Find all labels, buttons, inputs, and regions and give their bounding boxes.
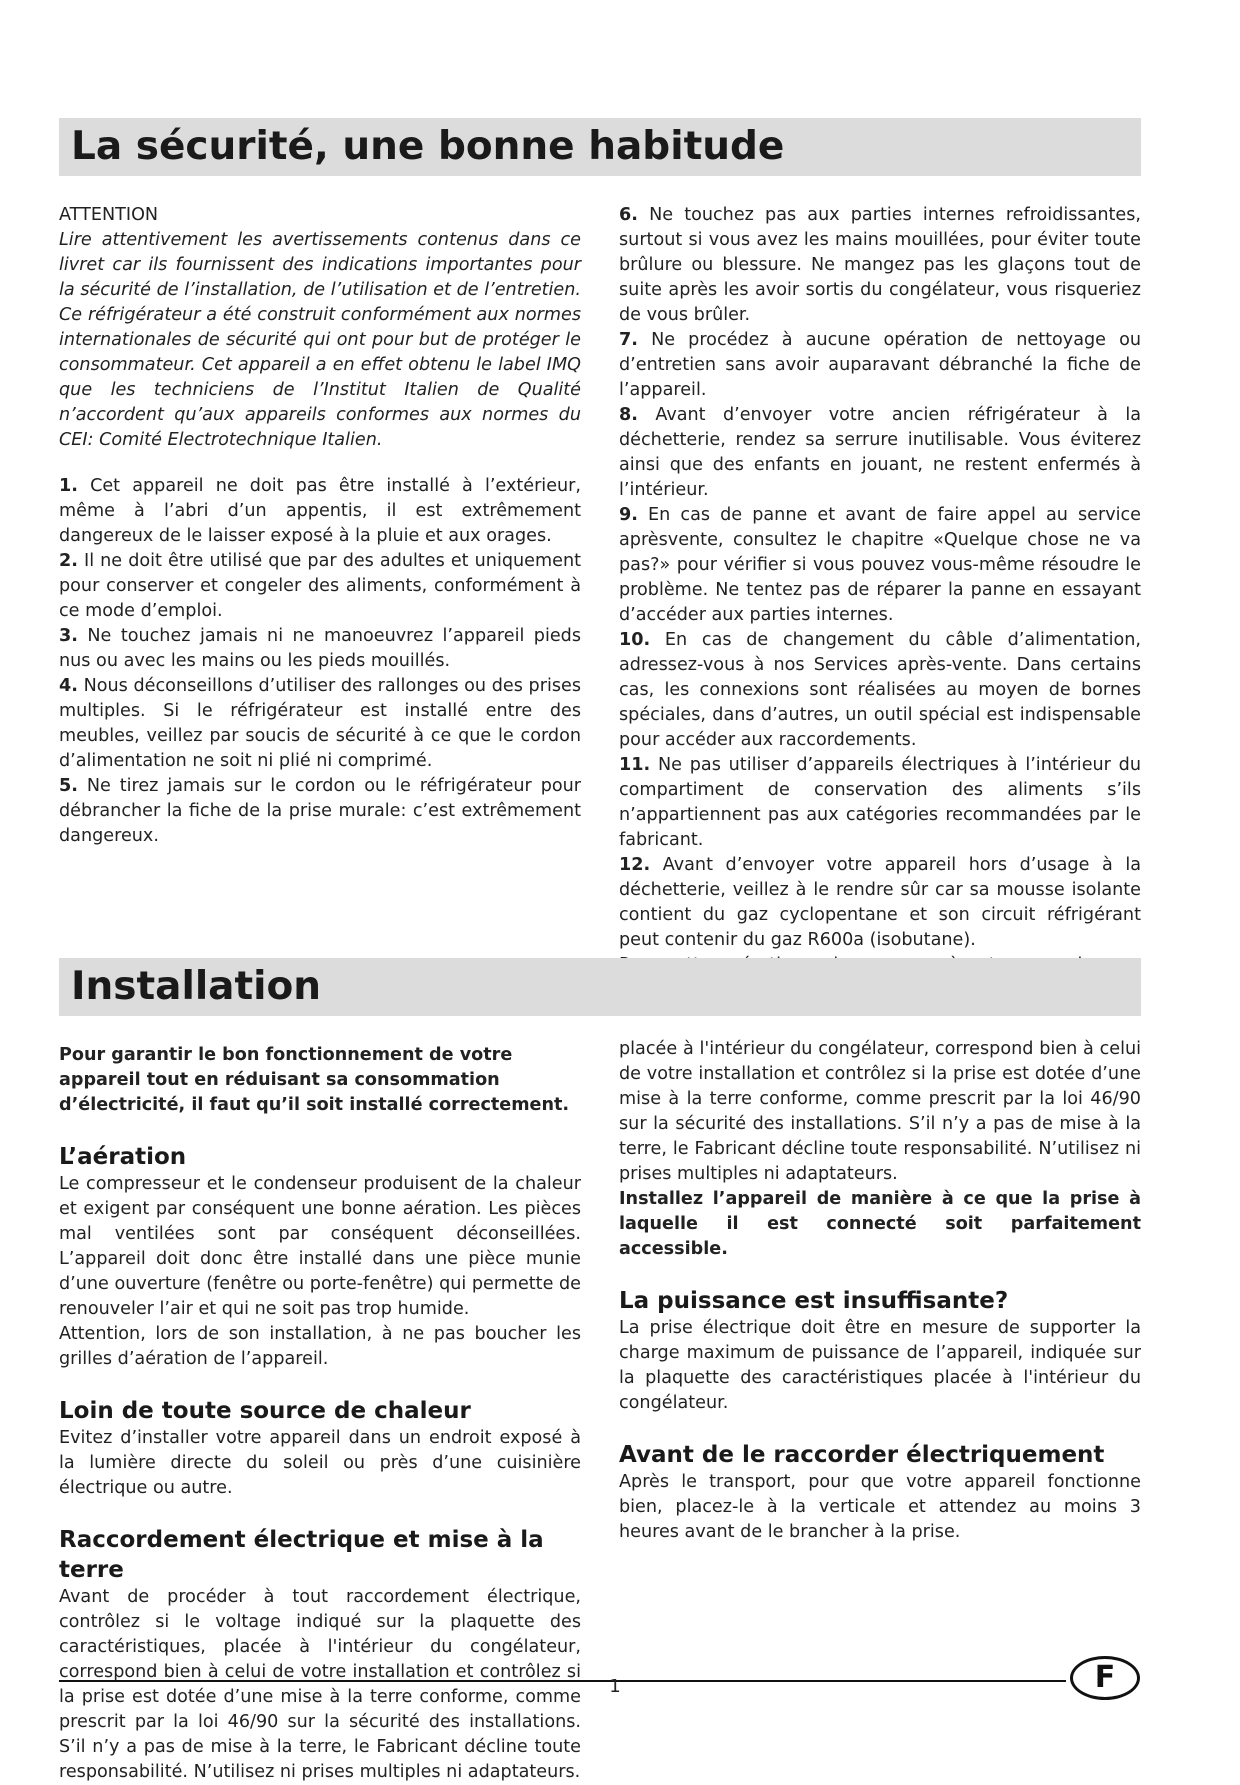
item-text: Nous déconseillons d’utiliser des rallonges ou des prises multiples. Si le réfrigérateur est installé entre des meubles, veillez par soucis de sécurité à ce que le cordon d’alimentation ne soit ni plié ni comprimé. — [59, 676, 582, 771]
item-number: 5. — [59, 776, 78, 796]
raccordement-text-continued: placée à l'intérieur du congélateur, correspond bien à celui de votre installation et contrôlez si la prise est dotée d’une mise à la terre conforme, comme prescrit par la loi 46/90 sur la sécurité des installations. S’il n’y a pas de mise à la terre, le Fabricant décline toute responsabilité. N’utilisez ni prises multiples ni adaptateurs. — [619, 1039, 1141, 1184]
safety-item-12 — [619, 853, 1141, 953]
section-title-securite: La sécurité, une bonne habitude — [71, 124, 785, 169]
safety-item-7 — [619, 328, 1141, 403]
item-text: Ne tirez jamais sur le cordon ou le réfrigérateur pour débrancher la fiche de la prise murale: c’est extrêmement dangereux. — [59, 776, 582, 846]
heading-puissance: La puissance est insuffisante? — [619, 1288, 1009, 1314]
item-text: Avant d’envoyer votre ancien réfrigérateur à la déchetterie, rendez sa serrure inutilisable. Vous éviterez ainsi que des enfants en jouant, ne restent enfermés à l’intérieur. — [619, 405, 1142, 500]
item-text: Avant d’envoyer votre appareil hors d’usage à la déchetterie, veillez à le rendre sûr car sa mousse isolante contient du gaz cyclopentane et son circuit réfrigérant peut contenir du gaz R600a (isobutane). — [619, 855, 1141, 950]
section-title-installation: Installation — [71, 964, 322, 1009]
securite-right-column — [619, 203, 1141, 1003]
attention-label: ATTENTION — [59, 205, 159, 225]
item-text: Ne touchez pas aux parties internes refroidissantes, surtout si vous avez les mains mouillées, pour éviter toute brûlure ou blessure. Ne mangez pas les glaçons tout de suite après les avoir sortis du congélateur, vous risqueriez de vous brûler. — [619, 205, 1141, 325]
language-badge: F — [1070, 1656, 1140, 1700]
item-text: Ne touchez jamais ni ne manoeuvrez l’appareil pieds nus ou avec les mains ou les pieds mouillés. — [59, 626, 582, 671]
item-number: 10. — [619, 630, 651, 650]
section-banner-installation — [59, 958, 1141, 1016]
raccordement-text: Avant de procéder à tout raccordement électrique, contrôlez si le voltage indiqué sur la plaquette des caractéristiques, placée à l'intérieur du congélateur, correspond bien à celui de votre installation et contrôlez si la prise est dotée d’une mise à la terre conforme, comme prescrit par la loi 46/90 sur la sécurité des installations. S’il n’y a pas de mise à la terre, le Fabricant décline toute responsabilité. N’utilisez ni prises multiples ni adaptateurs. — [59, 1587, 581, 1782]
item-number: 4. — [59, 676, 78, 696]
raccordement-bold: Installez l’appareil de manière à ce que la prise à laquelle il est connecté soit parfaitement accessible. — [619, 1189, 1141, 1259]
item-number: 7. — [619, 330, 638, 350]
section-banner-securite — [59, 118, 1141, 176]
item-number: 2. — [59, 551, 78, 571]
item-text: Il ne doit être utilisé que par des adultes et uniquement pour conserver et congeler des aliments, conformément à ce mode d’emploi. — [59, 551, 581, 621]
aeration-note: Attention, lors de son installation, à ne pas boucher les grilles d’aération de l’appareil. — [59, 1324, 581, 1369]
aeration-text: Le compresseur et le condenseur produisent de la chaleur et exigent par conséquent une bonne aération. Les pièces mal ventilées sont par conséquent déconseillées. L’appareil doit donc être installé dans une pièce munie d’une ouverture (fenêtre ou porte-fenêtre) qui permette de renouveler l’air et qui ne soit pas trop humide. — [59, 1174, 581, 1319]
safety-item-8 — [619, 403, 1141, 503]
safety-item-3 — [59, 624, 581, 674]
safety-item-6 — [619, 203, 1141, 328]
item-number: 1. — [59, 476, 78, 496]
item-number: 8. — [619, 405, 638, 425]
securite-left-column — [59, 203, 581, 849]
item-number: 6. — [619, 205, 638, 225]
item-number: 9. — [619, 505, 638, 525]
installation-right-column — [619, 1037, 1141, 1545]
attention-intro: Lire attentivement les avertissements contenus dans ce livret car ils fournissent des indications importantes pour la sécurité de l’installation, de l’utilisation et de l’entretien. Ce réfrigérateur a été construit conformément aux normes internationales de sécurité qui ont pour but de protéger le consommateur. Cet appareil a en effet obtenu le label IMQ que les techniciens de l’Institut Italien de Qualité n’accordent qu’aux appareils conformes aux normes du CEI: Comité Electrotechnique Italien. — [59, 230, 581, 450]
safety-item-9 — [619, 503, 1141, 628]
item-text: Ne pas utiliser d’appareils électriques à l’intérieur du compartiment de conservation des aliments s’ils n’appartiennent pas aux catégories recommandées par le fabricant. — [619, 755, 1142, 850]
item-text: En cas de panne et avant de faire appel au service aprèsvente, consultez le chapitre «Quelque chose ne va pas?» pour vérifier si vous pouvez vous-même résoudre le problème. Ne tentez pas de réparer la panne en essayant d’accéder aux parties internes. — [619, 505, 1142, 625]
safety-item-1 — [59, 474, 581, 549]
page-number: 1 — [609, 1676, 621, 1697]
heading-aeration: L’aération — [59, 1144, 187, 1170]
item-number: 3. — [59, 626, 78, 646]
chaleur-text: Evitez d’installer votre appareil dans un endroit exposé à la lumière directe du soleil ou près d’une cuisinière électrique ou autre. — [59, 1428, 581, 1498]
item-number: 12. — [619, 855, 651, 875]
installation-intro: Pour garantir le bon fonctionnement de votre appareil tout en réduisant sa consommation d’électricité, il faut qu’il soit installé correctement. — [59, 1045, 570, 1115]
safety-item-11 — [619, 753, 1141, 853]
item-number: 11. — [619, 755, 651, 775]
puissance-text: La prise électrique doit être en mesure de supporter la charge maximum de puissance de l’appareil, indiquée sur la plaquette des caractéristiques placée à l'intérieur du congélateur. — [619, 1318, 1141, 1413]
safety-item-5 — [59, 774, 581, 849]
safety-item-10 — [619, 628, 1141, 753]
avant-text: Après le transport, pour que votre appareil fonctionne bien, placez-le à la verticale et attendez au moins 3 heures avant de le brancher à la prise. — [619, 1472, 1141, 1542]
item-text: En cas de changement du câble d’alimentation, adressez-vous à nos Services après-vente. Dans certains cas, les connexions sont réalisées au moyen de bornes spéciales, dans d’autres, un outil spécial est indispensable pour accéder aux raccordements. — [619, 630, 1141, 750]
footer-rule — [59, 1680, 1066, 1682]
heading-chaleur: Loin de toute source de chaleur — [59, 1398, 471, 1424]
installation-left-column — [59, 1043, 581, 1782]
item-text: Cet appareil ne doit pas être installé à l’extérieur, même à l’abri d’un appentis, il est extrêmement dangereux de le laisser exposé à la pluie et aux orages. — [59, 476, 581, 546]
item-text: Ne procédez à aucune opération de nettoyage ou d’entretien sans avoir auparavant débranché la fiche de l’appareil. — [619, 330, 1142, 400]
heading-raccordement: Raccordement électrique et mise à la terre — [59, 1527, 544, 1583]
heading-avant: Avant de le raccorder électriquement — [619, 1442, 1105, 1468]
safety-item-2 — [59, 549, 581, 624]
safety-item-4 — [59, 674, 581, 774]
